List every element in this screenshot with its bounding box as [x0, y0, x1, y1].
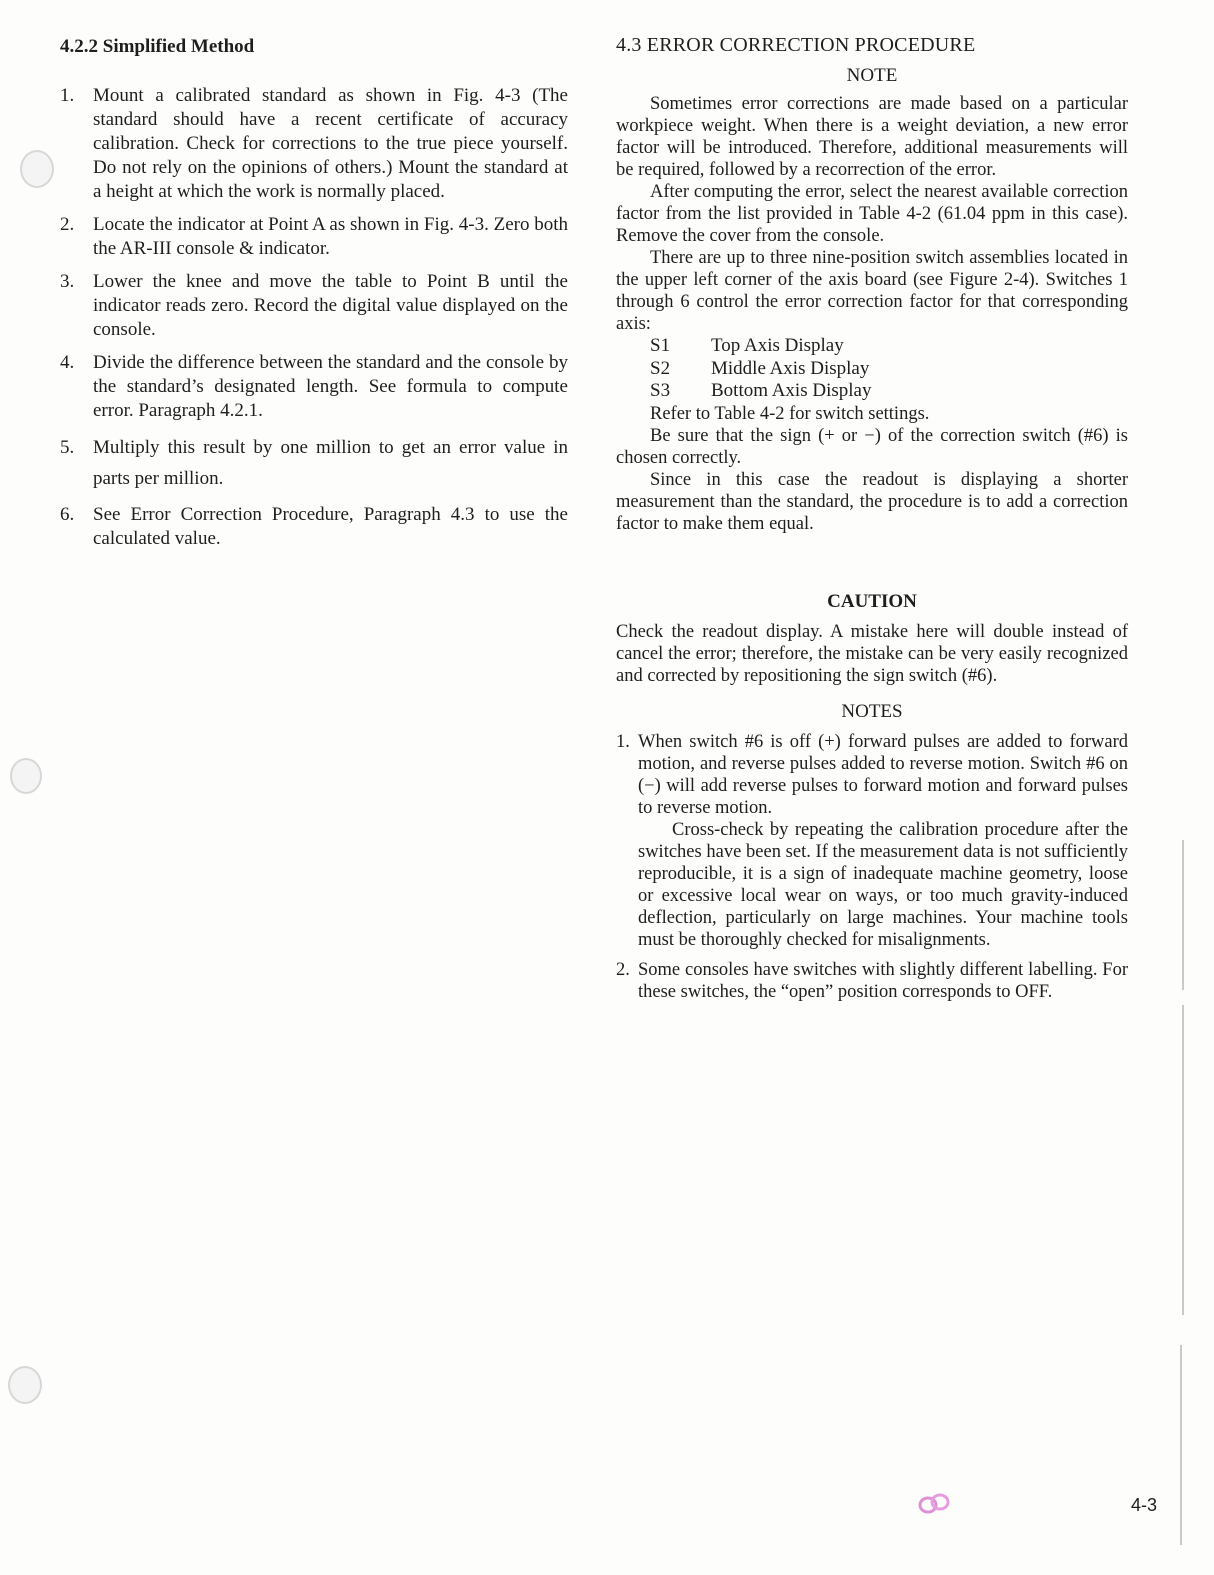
- ink-stamp-mark: [918, 1493, 952, 1515]
- scan-edge-line: [1180, 1345, 1182, 1545]
- list-item: 1. Mount a calibrated standard as shown in Fig. 4-3 (The standard should have a recent certificate of accuracy calibration. Check for corrections to the true piece yourself. Do not rely on the opinions of others.) Mount the standard at a height at which the work is normally placed.: [60, 85, 568, 202]
- list-item: 4. Divide the difference between the standard and the console by the standard’s designated length. See formula to compute error. Paragraph 4.2.1.: [60, 352, 568, 421]
- binder-hole-bottom: [8, 1366, 42, 1404]
- paragraph-correction-factor: After computing the error, select the nearest available correction factor from the list provided in Table 4-2 (61.04 ppm in this case). Remove the cover from the console.: [616, 182, 1128, 246]
- page-number: 4-3: [1131, 1495, 1158, 1515]
- section-heading-error-correction: 4.3 ERROR CORRECTION PROCEDURE: [616, 34, 976, 56]
- notes-label: NOTES: [841, 700, 903, 722]
- switch-row: S1 Top Axis Display: [650, 335, 844, 356]
- left-column: [60, 36, 568, 560]
- paragraph-weight-deviation: Sometimes error corrections are made based on a particular workpiece weight. When there is a weight deviation, a new error factor will be introduced. Therefore, additional measurements will be required, followed by a recorrection of the error.: [616, 94, 1128, 180]
- list-item: 5. Multiply this result by one million to get an error value in parts per million.: [60, 437, 568, 489]
- paragraph-switch-assemblies: There are up to three nine-position switch assemblies located in the upper left corner of the axis board (see Figure 2-4). Switches 1 through 6 control the error correction factor for that corresponding axis:: [616, 248, 1128, 334]
- scan-edge-line: [1182, 840, 1184, 990]
- note-cross-check: Cross-check by repeating the calibration procedure after the switches have been set. If the measurement data is not sufficiently reproducible, it is a sign of inadequate machine geometry, loose or excessive local wear on ways, or too much gravity-induced deflection, particularly on large machines. Your machine tools must be thoroughly checked for misalignments.: [638, 819, 1128, 950]
- switch-row: S3 Bottom Axis Display: [650, 380, 872, 401]
- caution-title: CAUTION: [827, 590, 917, 612]
- list-item: 3. Lower the knee and move the table to Point B until the indicator reads zero. Record the digital value displayed on the console.: [60, 271, 568, 340]
- paragraph-table-ref: Refer to Table 4-2 for switch settings.: [650, 403, 930, 424]
- list-item: 6. See Error Correction Procedure, Paragraph 4.3 to use the calculated value.: [60, 504, 568, 549]
- binder-hole-top: [20, 150, 54, 188]
- list-item: 2. Some consoles have switches with slightly different labelling. For these switches, the “open” position corresponds to OFF.: [616, 959, 1128, 1002]
- paragraph-shorter-measurement: Since in this case the readout is displaying a shorter measurement than the standard, the procedure is to add a correction factor to make them equal.: [616, 469, 1128, 534]
- list-item: 1. When switch #6 is off (+) forward pulses are added to forward motion, and reverse pulses added to reverse motion. Switch #6 on (−) will add reverse pulses to forward motion and forward pulses to reverse motion. Cross-check by repeating the calibration procedure after the switches have been set. If the measurement data is not sufficiently reproducible, it is a sign of inadequate machine geometry, loose or excessive local wear on ways, or too much gravity-induced deflection, particularly on large machines. Your machine tools must be thoroughly checked for misalignments.: [616, 731, 1128, 950]
- notes-list: [616, 731, 1128, 1003]
- note-label: NOTE: [846, 65, 898, 86]
- caution-text: Check the readout display. A mistake here will double instead of cancel the error; therefore, the mistake can be very easily recognized and corrected by repositioning the sign switch (#6).: [616, 621, 1128, 686]
- right-column: [616, 34, 1128, 1011]
- procedure-steps: [60, 84, 568, 551]
- switch-row: S2 Middle Axis Display: [650, 357, 870, 379]
- list-item: 2. Locate the indicator at Point A as shown in Fig. 4-3. Zero both the AR-III console & indicator.: [60, 214, 568, 259]
- scan-edge-line: [1182, 1005, 1184, 1315]
- binder-hole-middle: [10, 758, 42, 794]
- paragraph-sign-switch: Be sure that the sign (+ or −) of the correction switch (#6) is chosen correctly.: [616, 425, 1128, 468]
- section-heading-simplified-method: 4.2.2 Simplified Method: [60, 36, 255, 57]
